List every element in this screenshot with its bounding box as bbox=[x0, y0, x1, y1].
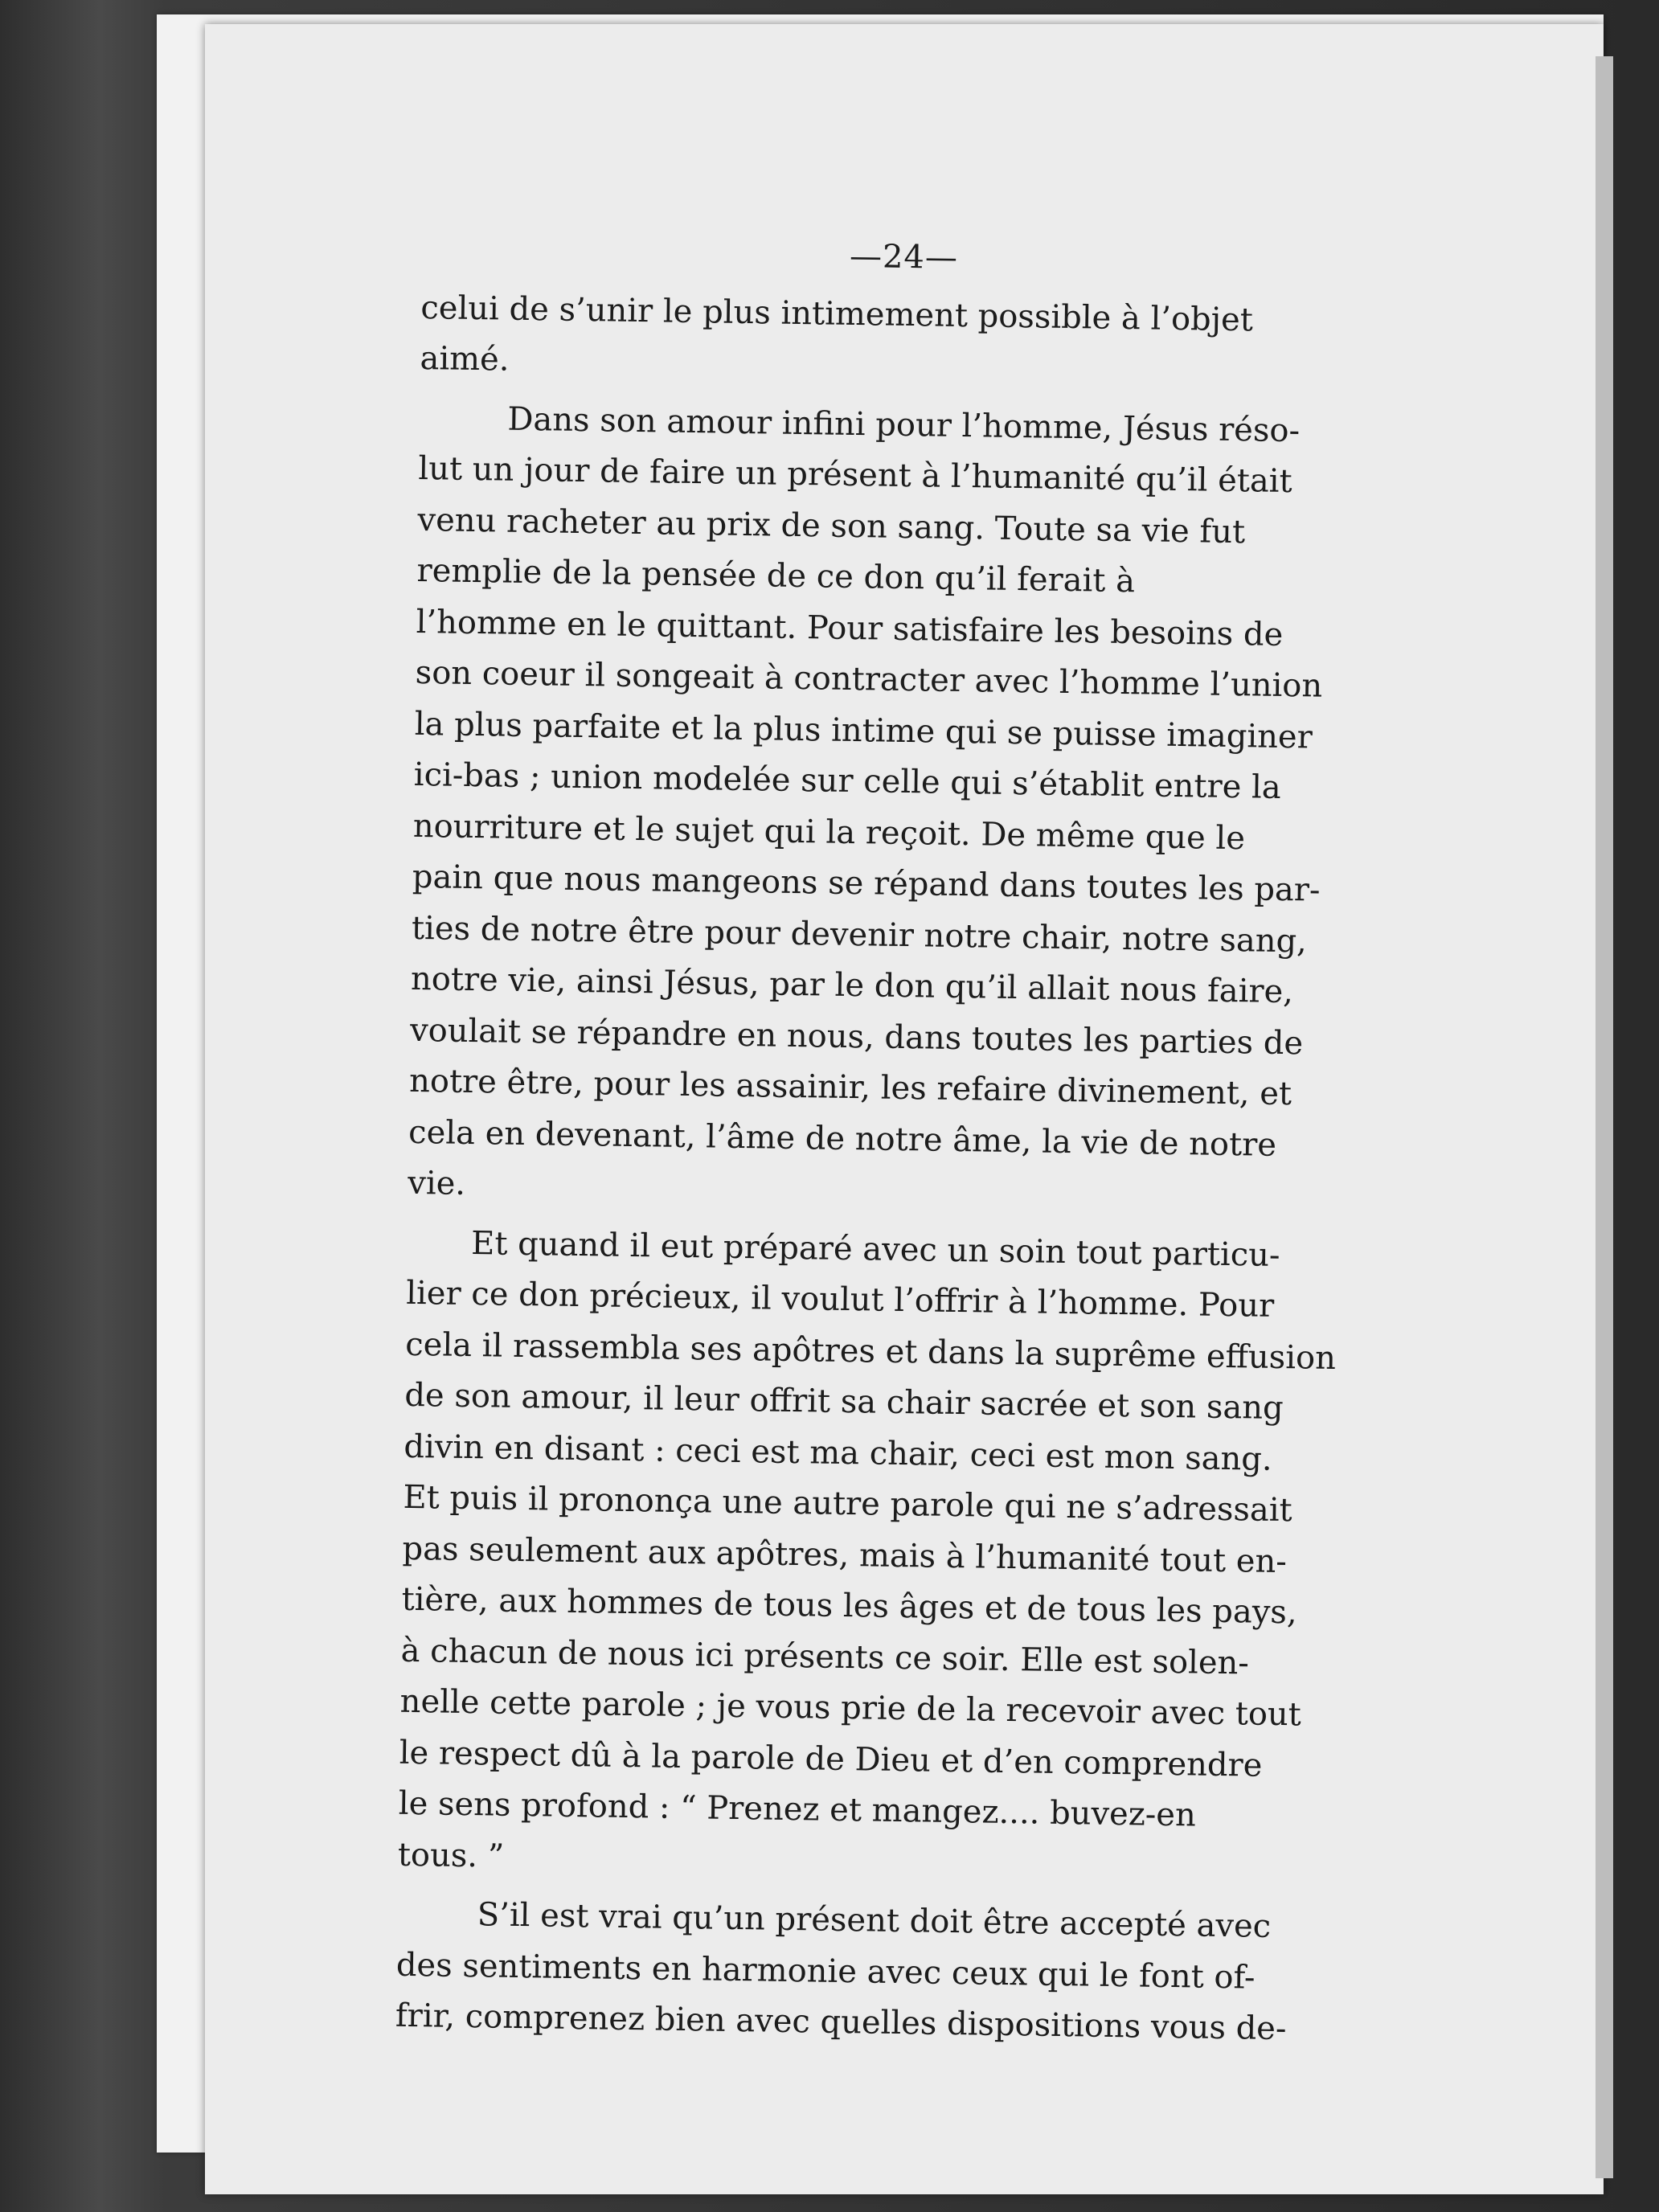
text-line: lut un jour de faire un présent à l’humanité qu’il était bbox=[418, 449, 1292, 501]
text-line: pain que nous mangeons se répand dans toutes les par- bbox=[412, 858, 1321, 909]
text-line: Et puis il prononça une autre parole qui ne s’adressait bbox=[403, 1478, 1293, 1530]
text-line: cela en devenant, l’âme de notre âme, la vie de notre bbox=[408, 1113, 1277, 1164]
text-line: de son amour, il leur offrit sa chair sacrée et son sang bbox=[404, 1376, 1284, 1428]
paragraph-1 bbox=[420, 282, 1386, 399]
text-line: le respect dû à la parole de Dieu et d’en comprendre bbox=[399, 1734, 1263, 1784]
text-line: frir, comprenez bien avec quelles dispositions vous de- bbox=[395, 1997, 1287, 2048]
text-line: tous. ” bbox=[397, 1836, 505, 1875]
text-line: l’homme en le quittant. Pour satisfaire les besoins de bbox=[416, 603, 1284, 653]
text-line: pas seulement aux apôtres, mais à l’humanité tout en- bbox=[402, 1530, 1288, 1580]
text-line: la plus parfaite et la plus intime qui se puisse imaginer bbox=[414, 705, 1313, 756]
text-line: ties de notre être pour devenir notre chair, notre sang, bbox=[411, 909, 1308, 960]
text-line: Et quand il eut préparé avec un soin tout particu- bbox=[470, 1224, 1280, 1274]
page-text bbox=[395, 225, 1387, 2064]
text-line: voulait se répandre en nous, dans toutes les parties de bbox=[409, 1011, 1304, 1062]
text-line: des sentiments en harmonie avec ceux qui le font of- bbox=[395, 1946, 1256, 1997]
text-line: son coeur il songeait à contracter avec l’homme l’union bbox=[415, 653, 1323, 705]
text-line: venu racheter au prix de son sang. Toute sa vie fut bbox=[417, 501, 1246, 551]
text-line: celui de s’unir le plus intimement possible à l’objet bbox=[420, 289, 1254, 338]
text-line: le sens profond : “ Prenez et mangez.... buvez-en bbox=[398, 1784, 1197, 1834]
text-line: tière, aux hommes de tous les âges et de tous les pays, bbox=[401, 1580, 1297, 1632]
text-line: à chacun de nous ici présents ce soir. Elle est solen- bbox=[400, 1632, 1250, 1682]
text-line: nourriture et le sujet qui la reçoit. De même que le bbox=[412, 807, 1246, 857]
text-line: lier ce don précieux, il voulut l’offrir à l’homme. Pour bbox=[405, 1274, 1275, 1325]
page-edge bbox=[1596, 56, 1613, 2178]
text-line: ici-bas ; union modelée sur celle qui s’établit entre la bbox=[413, 756, 1282, 806]
text-line: aimé. bbox=[420, 339, 510, 379]
text-line: cela il rassembla ses apôtres et dans la suprême effusion bbox=[405, 1325, 1337, 1377]
text-line: notre être, pour les assainir, les refaire divinement, et bbox=[408, 1062, 1292, 1113]
text-line: vie. bbox=[407, 1164, 466, 1202]
paragraph-4 bbox=[395, 1889, 1362, 2056]
text-line: notre vie, ainsi Jésus, par le don qu’il allait nous faire, bbox=[410, 960, 1294, 1011]
text-line: S’il est vrai qu’un présent doit être accepté avec bbox=[477, 1896, 1272, 1945]
text-line: remplie de la pensée de ce don qu’il ferait à bbox=[416, 551, 1136, 600]
page-number: —24— bbox=[849, 237, 959, 276]
paragraph-3 bbox=[397, 1217, 1371, 1895]
text-line: divin en disant : ceci est ma chair, ceci est mon sang. bbox=[403, 1428, 1272, 1478]
text-line: nelle cette parole ; je vous prie de la recevoir avec tout bbox=[399, 1682, 1302, 1734]
text-line: Dans son amour infini pour l’homme, Jésus réso- bbox=[507, 400, 1301, 449]
paragraph-2 bbox=[408, 392, 1384, 1223]
